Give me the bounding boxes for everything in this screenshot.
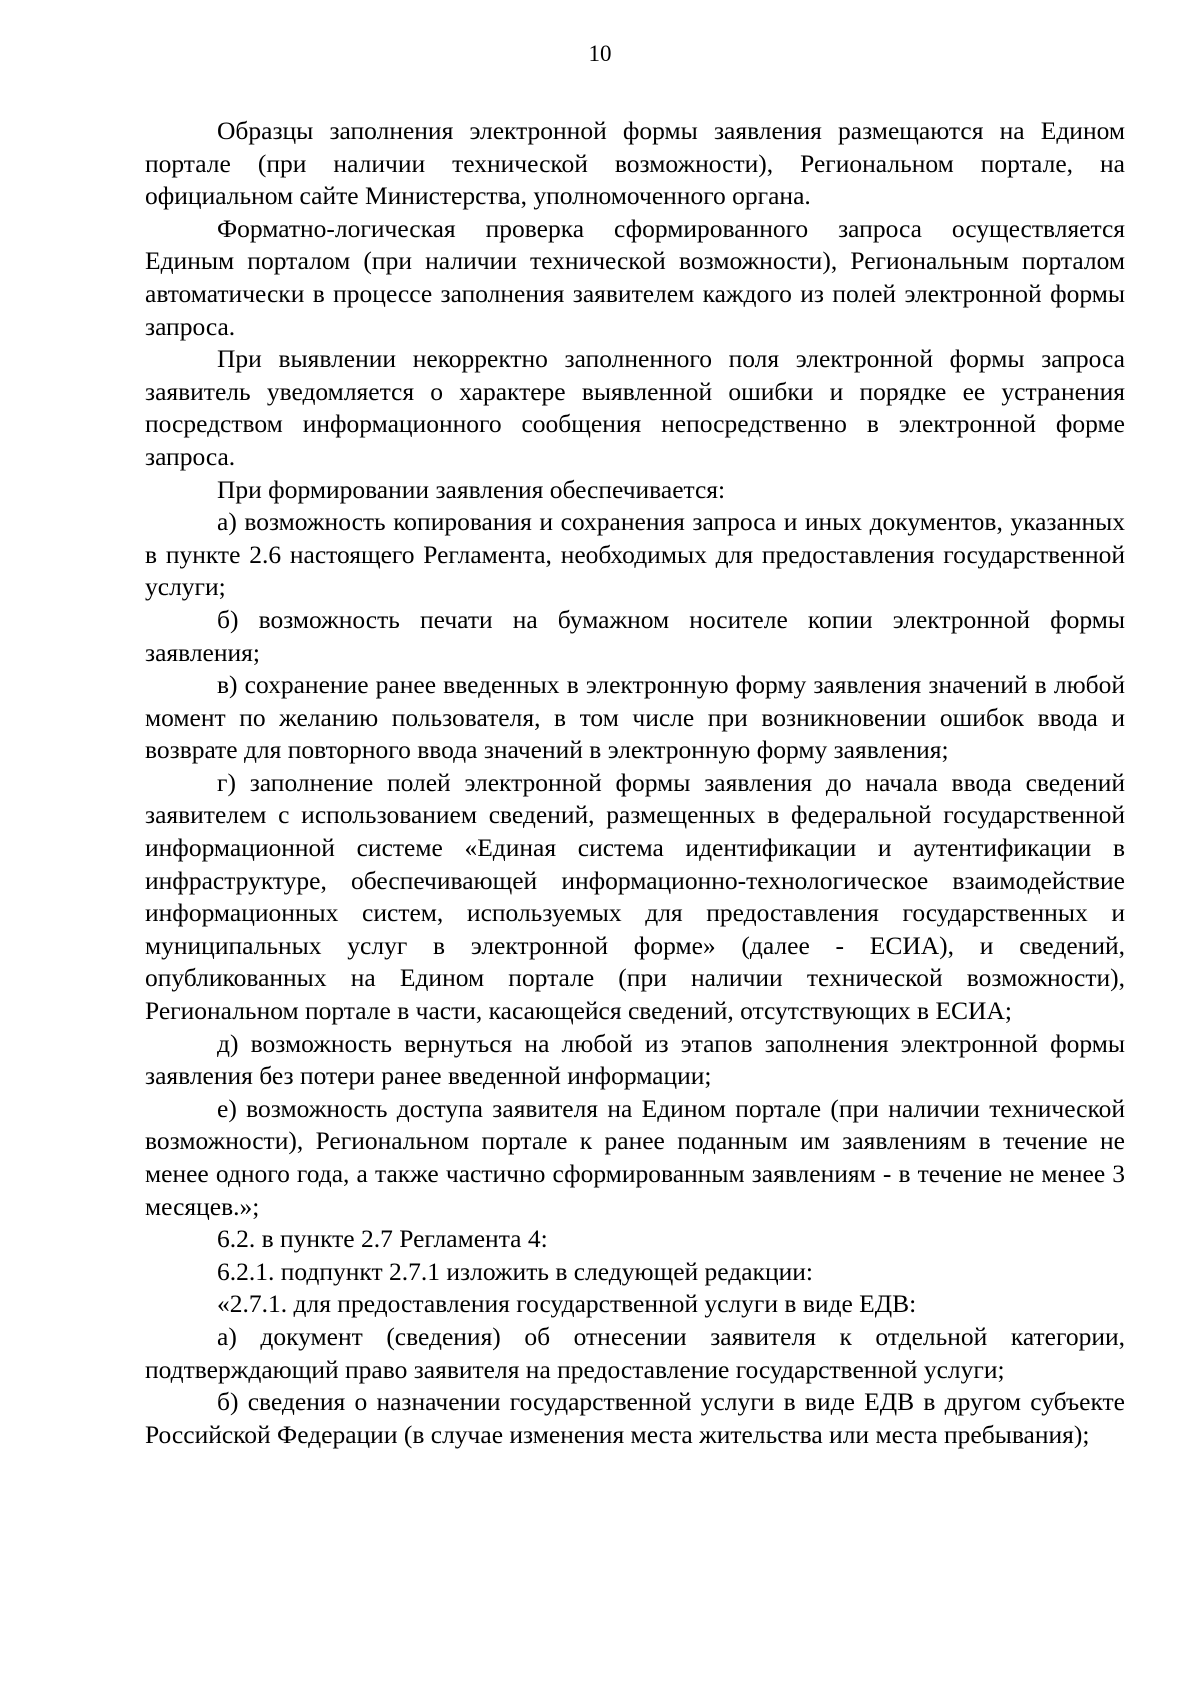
list-item: б) возможность печати на бумажном носителе копии электронной формы заявления; xyxy=(145,604,1125,667)
list-item: а) возможность копирования и сохранения запроса и иных документов, указанных в пункте 2.6 настоящего Регламента, необходимых для предоставления государственной услуги; xyxy=(145,507,1125,602)
list-item: в) сохранение ранее введенных в электронную форму заявления значений в любой момент по желанию пользователя, в том числе при возникновении ошибок ввода и возврате для повторного ввода значений в электронную форму заявления; xyxy=(145,670,1125,765)
paragraph: При выявлении некорректно заполненного поля электронной формы запроса заявитель уведомляется о характере выявленной ошибки и порядке ее устранения посредством информационного сообщения непосредственно в электронной форме запроса. xyxy=(145,344,1125,471)
paragraph: 6.2. в пункте 2.7 Регламента 4: xyxy=(217,1224,548,1254)
paragraph: При формировании заявления обеспечивается: xyxy=(217,474,726,504)
paragraph: «2.7.1. для предоставления государственной услуги в виде ЕДВ: xyxy=(217,1289,917,1319)
document-body xyxy=(145,115,1125,1451)
paragraph: Образцы заполнения электронной формы заявления размещаются на Едином портале (при наличии технической возможности), Региональном портале, на официальном сайте Министерства, уполномоченного органа. xyxy=(145,116,1125,211)
list-item: е) возможность доступа заявителя на Едином портале (при наличии технической возможности), Региональном портале к ранее поданным им заявлениям в течение не менее одного года, а также частично сформированным заявлениям - в течение не менее 3 месяцев.»; xyxy=(145,1093,1125,1221)
list-item: а) документ (сведения) об отнесении заявителя к отдельной категории, подтверждающий право заявителя на предоставление государственной услуги; xyxy=(145,1321,1125,1384)
list-item: г) заполнение полей электронной формы заявления до начала ввода сведений заявителем с использованием сведений, размещенных в федеральной государственной информационной системе «Единая система идентификации и аутентификации в инфраструктуре, обеспечивающей информационно-технологическое взаимодействие информационных систем, используемых для предоставления государственных и муниципальных услуг в электронной форме» (далее - ЕСИА), и сведений, опубликованных на Едином портале (при наличии технической возможности), Региональном портале в части, касающейся сведений, отсутствующих в ЕСИА; xyxy=(145,767,1125,1026)
paragraph: 6.2.1. подпункт 2.7.1 изложить в следующей редакции: xyxy=(217,1256,813,1286)
page-number: 10 xyxy=(588,41,612,66)
paragraph: Форматно-логическая проверка сформированного запроса осуществляется Единым порталом (при наличии технической возможности), Региональным порталом автоматически в процессе заполнения заявителем каждого из полей электронной формы запроса. xyxy=(145,213,1125,341)
list-item: б) сведения о назначении государственной услуги в виде ЕДВ в другом субъекте Российской Федерации (в случае изменения места жительства или места пребывания); xyxy=(145,1387,1125,1449)
list-item: д) возможность вернуться на любой из этапов заполнения электронной формы заявления без потери ранее введенной информации; xyxy=(145,1028,1125,1091)
